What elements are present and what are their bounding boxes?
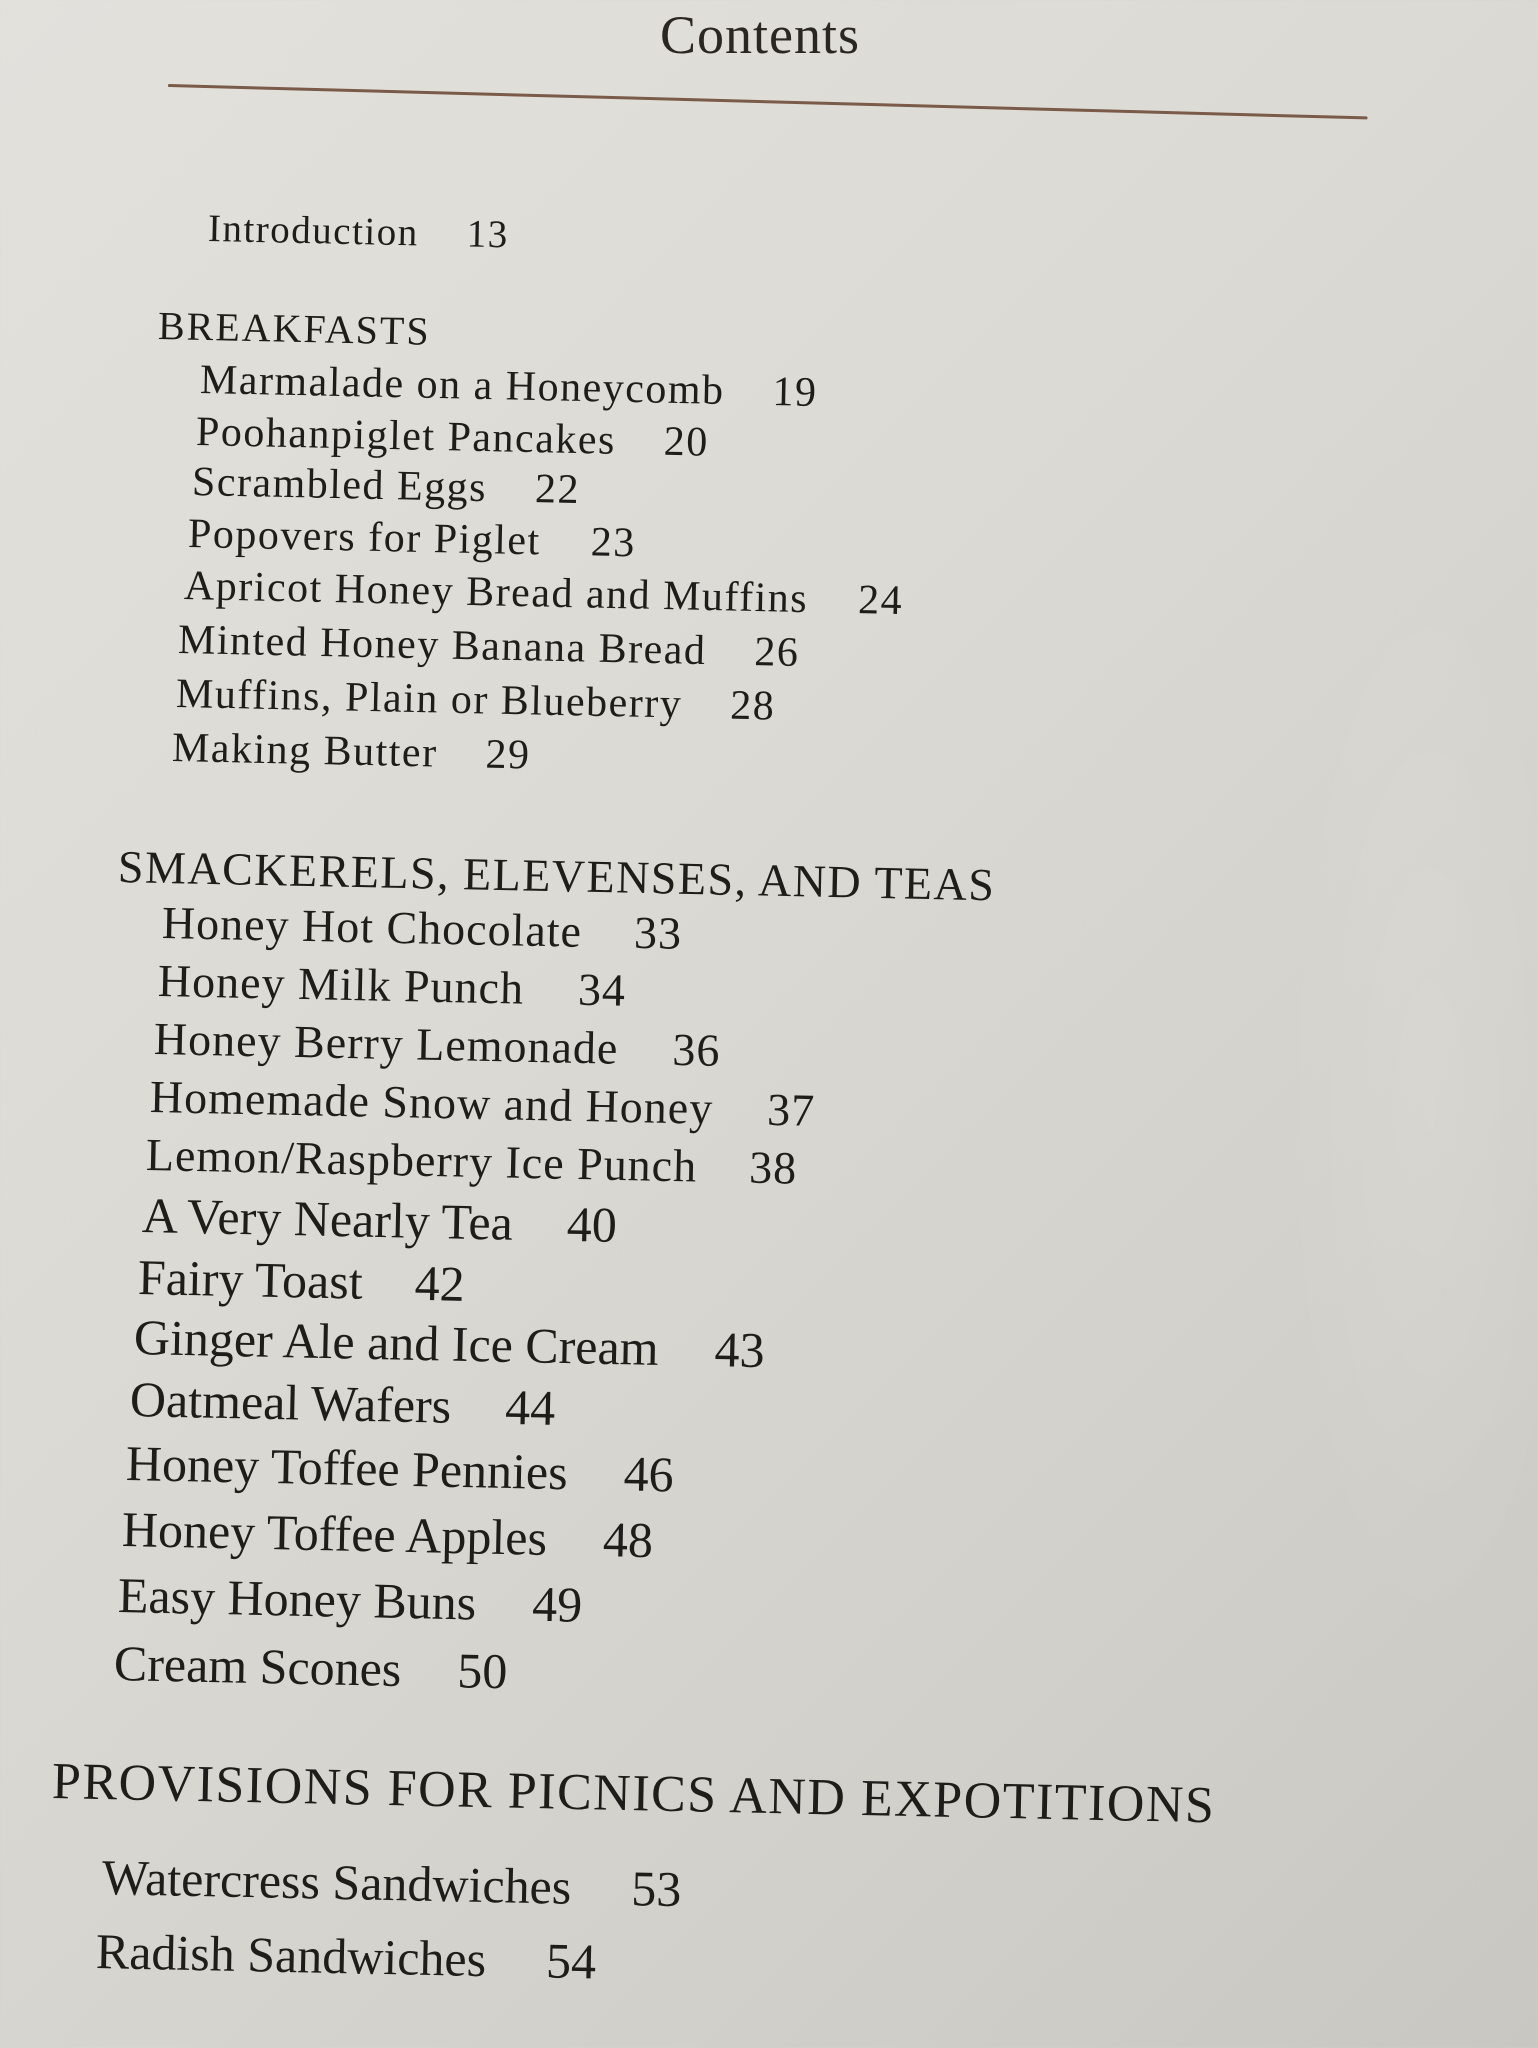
entry-label: Poohanpiglet Pancakes [195,409,617,464]
entry-page: 28 [729,682,776,730]
entry-page: 50 [456,1642,508,1700]
entry-page: 24 [857,577,904,625]
entry-page: 54 [545,1932,597,1990]
entry-page: 20 [663,418,710,466]
entry-label: Honey Hot Chocolate [161,897,583,957]
section-heading-breakfasts: BREAKFASTS [157,303,432,354]
toc-entry [121,1500,653,1569]
toc-entry [145,1128,797,1195]
toc-entry [199,356,818,417]
toc-entry [195,408,709,467]
entry-page: 48 [602,1511,654,1569]
entry-label: Honey Toffee Apples [121,1501,548,1566]
toc-entry [187,510,636,567]
entry-page: 42 [414,1254,466,1312]
title-rule [168,84,1368,119]
toc-entry [129,1370,555,1437]
toc-entry [177,616,799,677]
toc-entry [161,896,682,960]
entry-label: Making Butter [171,725,439,777]
toc-entry [101,1848,682,1918]
toc-entry [183,562,903,625]
entry-page: 36 [671,1023,721,1076]
toc-entry [141,1186,617,1254]
entry-page: 19 [772,368,819,416]
toc-entry [149,1070,815,1137]
entry-label: Popovers for Piglet [187,511,542,565]
entry-page: 44 [504,1378,556,1436]
entry-page: 38 [748,1141,798,1194]
entry-label: Radish Sandwiches [95,1923,487,1988]
entry-page: 43 [714,1321,766,1379]
toc-entry-introduction [208,206,510,257]
toc-entry [113,1634,508,1700]
entry-page: 33 [633,906,683,959]
toc-entry [175,670,775,731]
entry-label: Honey Berry Lemonade [153,1013,619,1074]
entry-page: 26 [753,629,800,677]
entry-page: 29 [485,731,532,779]
entry-label: Honey Toffee Pennies [125,1435,569,1501]
page-title: Contents [660,5,861,65]
entry-label: Marmalade on a Honeycomb [199,357,726,414]
toc-entry [171,724,531,780]
section-heading-smackerels: SMACKERELS, ELEVENSES, AND TEAS [117,841,996,911]
entry-label: Easy Honey Buns [117,1567,477,1631]
toc-entry [137,1248,465,1313]
entry-label: Ginger Ale and Ice Cream [133,1309,660,1376]
entry-label: Cream Scones [113,1635,402,1698]
entry-label: A Very Nearly Tea [141,1187,514,1251]
toc-entry [191,458,580,514]
toc-entry [125,1434,674,1503]
light-glare [1280,560,1538,1660]
entry-page: 49 [531,1575,583,1633]
entry-label: Watercress Sandwiches [101,1849,572,1915]
toc-entry [153,1012,721,1077]
entry-page: 23 [590,519,637,567]
toc-entry [95,1922,596,1990]
entry-label: Homemade Snow and Honey [149,1071,714,1134]
entry-label: Lemon/Raspberry Ice Punch [145,1129,698,1192]
toc-entry [157,954,626,1017]
section-heading-provisions: PROVISIONS FOR PICNICS AND EXPOTITIONS [51,1753,1216,1835]
entry-page: 46 [623,1445,675,1503]
entry-label: Minted Honey Banana Bread [177,617,707,675]
entry-label: Scrambled Eggs [191,459,488,512]
toc-entry [117,1566,582,1634]
entry-label: Introduction [207,207,420,255]
entry-label: Muffins, Plain or Blueberry [175,671,683,728]
entry-label: Honey Milk Punch [157,955,525,1014]
entry-label: Apricot Honey Bread and Muffins [183,563,809,623]
entry-page: 40 [566,1195,618,1253]
entry-page: 53 [630,1860,682,1918]
entry-page: 22 [534,466,581,514]
entry-page: 13 [466,212,510,257]
entry-page: 37 [766,1083,816,1136]
entry-label: Oatmeal Wafers [129,1371,452,1434]
entry-page: 34 [577,963,627,1016]
toc-entry [133,1308,765,1379]
entry-label: Fairy Toast [137,1249,364,1310]
